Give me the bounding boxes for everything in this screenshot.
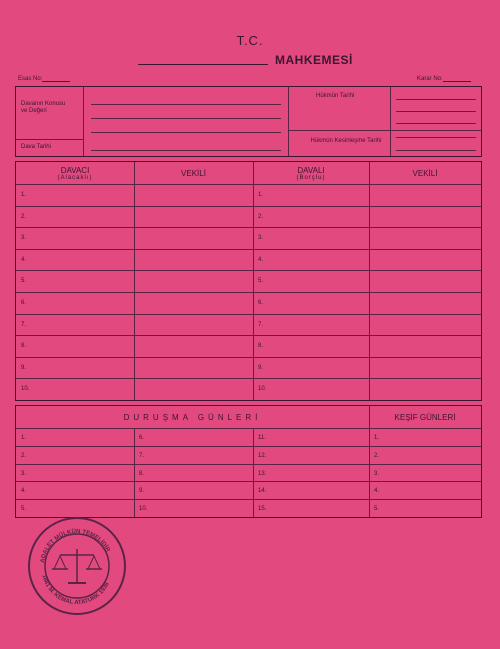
defendant-row-number: 10. xyxy=(258,386,267,393)
party-row-divider xyxy=(16,292,481,293)
hearing-day-number: 15. xyxy=(258,506,267,513)
hearing-day-number: 1. xyxy=(21,435,27,441)
hearing-day-number: 9. xyxy=(139,488,145,495)
party-row-divider xyxy=(16,270,481,271)
party-row-divider xyxy=(16,357,481,358)
party-row-divider xyxy=(16,378,481,379)
plaintiff-row-number: 9. xyxy=(21,364,27,371)
case-info-box xyxy=(15,86,482,157)
party-row-divider xyxy=(16,227,481,228)
hearing-day-number: 2. xyxy=(21,452,27,459)
scales-of-justice-icon xyxy=(30,519,124,613)
esas-no-label: Esas No: xyxy=(18,76,43,82)
inspection-day-number: 4. xyxy=(374,488,380,495)
hearings-table xyxy=(15,405,482,518)
inspection-day-number: 5. xyxy=(374,506,380,513)
defendant-header xyxy=(253,166,369,181)
judgment-date-label: Hükmün Tarihi xyxy=(316,93,355,99)
tc-title: T.C. xyxy=(236,33,264,48)
hearing-day-number: 12. xyxy=(258,452,267,459)
esas-no-line xyxy=(42,81,70,82)
hearing-row-divider xyxy=(16,464,481,465)
karar-no-label: Karar No: xyxy=(417,76,443,82)
plaintiff-subtitle: (Alacaklı) xyxy=(57,175,93,181)
hearings-title: DURUŞMA GÜNLERİ xyxy=(123,413,262,422)
finalization-date-label: Hükmün Kesinleşme Tarihi xyxy=(310,138,382,144)
defendant-row-number: 4. xyxy=(258,256,264,263)
inspection-title: KEŞİF GÜNLERİ xyxy=(394,413,456,422)
karar-no-line xyxy=(443,81,471,82)
court-title: MAHKEMESİ xyxy=(275,53,353,67)
plaintiff-row-number: 10. xyxy=(21,386,30,393)
defendant-row-number: 2. xyxy=(258,213,264,220)
defendant-row-number: 6. xyxy=(258,300,264,306)
plaintiff-counsel-header: VEKİLİ xyxy=(181,169,206,178)
defendant-counsel-header: VEKİLİ xyxy=(412,169,438,178)
plaintiff-row-number: 6. xyxy=(21,300,27,306)
defendant-row-number: 7. xyxy=(258,321,264,328)
plaintiff-row-number: 4. xyxy=(21,256,27,263)
hearing-day-number: 8. xyxy=(139,470,145,477)
hearing-row-divider xyxy=(16,481,481,482)
plaintiff-title: DAVACI xyxy=(60,166,90,175)
plaintiff-header xyxy=(16,166,134,181)
hearing-day-number: 11. xyxy=(258,435,266,441)
plaintiff-row-number: 8. xyxy=(21,343,27,350)
hearing-row-divider xyxy=(16,446,481,447)
hearing-day-number: 6. xyxy=(139,435,145,441)
hearing-day-number: 3. xyxy=(21,470,27,477)
plaintiff-row-number: 1. xyxy=(21,192,27,198)
defendant-row-number: 5. xyxy=(258,278,264,285)
defendant-row-number: 8. xyxy=(258,343,264,350)
defendant-row-number: 9. xyxy=(258,364,264,371)
hearing-day-number: 7. xyxy=(139,452,145,459)
hearing-day-number: 14. xyxy=(258,488,267,495)
inspection-day-number: 2. xyxy=(374,452,380,459)
plaintiff-row-number: 7. xyxy=(21,321,27,328)
hearing-row-divider xyxy=(16,499,481,500)
hearing-day-number: 10. xyxy=(139,506,148,513)
hearing-day-number: 4. xyxy=(21,488,27,495)
party-row-divider xyxy=(16,314,481,315)
party-row-divider xyxy=(16,249,481,250)
seal-top-text: ADALET MÜLKÜN TEMELİDİR xyxy=(40,528,111,564)
karar-no xyxy=(417,76,471,82)
inspection-day-number: 3. xyxy=(374,470,380,477)
justice-seal xyxy=(28,517,126,615)
seal-bottom-text: 1881 M. KEMAL ATATÜRK 1938 xyxy=(40,574,111,607)
party-row-divider xyxy=(16,206,481,207)
plaintiff-row-number: 3. xyxy=(21,235,27,242)
plaintiff-row-number: 5. xyxy=(21,278,27,285)
court-name-line xyxy=(138,64,268,65)
hearing-day-number: 13. xyxy=(258,470,267,477)
party-row-divider xyxy=(16,335,481,336)
filing-date-label: Dava Tarihi xyxy=(21,144,51,150)
subject-label: Davanın Konusu ve Değeri xyxy=(21,101,66,114)
parties-table xyxy=(15,161,482,401)
inspection-day-number: 1. xyxy=(374,435,380,441)
plaintiff-row-number: 2. xyxy=(21,213,27,220)
defendant-title: DAVALI xyxy=(297,166,325,175)
defendant-subtitle: (Borçlu) xyxy=(296,175,326,181)
esas-no xyxy=(18,76,70,82)
defendant-row-number: 1. xyxy=(258,192,264,198)
defendant-row-number: 3. xyxy=(258,235,264,242)
hearing-day-number: 5. xyxy=(21,506,27,513)
